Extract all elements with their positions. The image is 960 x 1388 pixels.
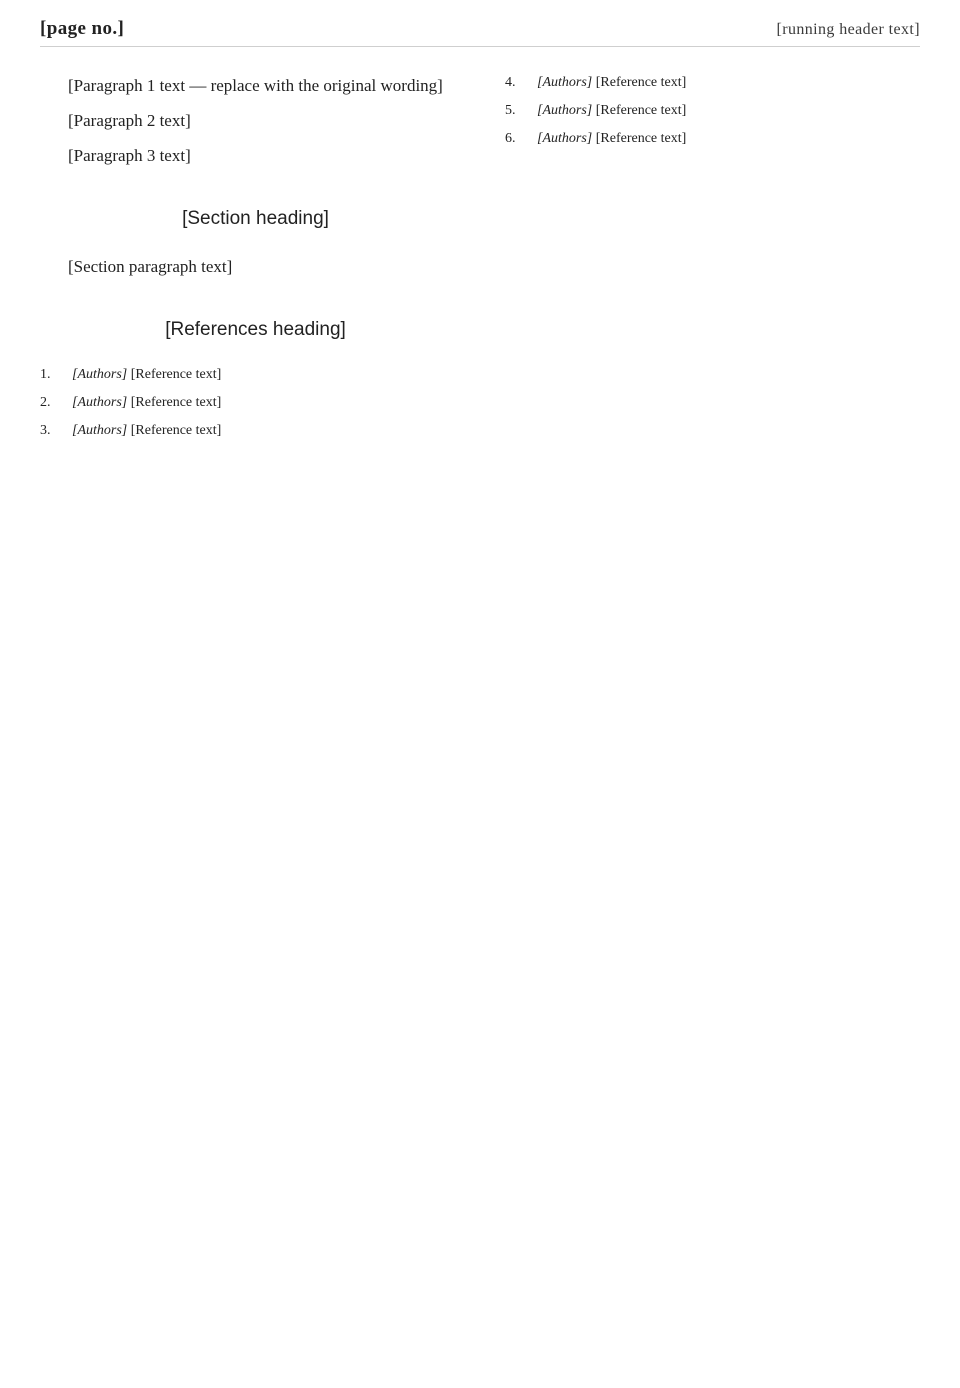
- two-column-body: [40, 73, 920, 449]
- paragraph: [Section paragraph text]: [68, 257, 233, 276]
- reference-item: [505, 101, 936, 121]
- body-paragraphs: [40, 73, 471, 168]
- left-column: [40, 73, 471, 449]
- references-list-left: [40, 365, 471, 441]
- reference-item: [40, 365, 471, 385]
- reference-text: [537, 129, 936, 149]
- page-number: [page no.]: [40, 18, 125, 39]
- reference-text: [72, 365, 471, 385]
- references-list-right: [505, 73, 936, 149]
- reference-authors: [Authors]: [72, 423, 128, 438]
- reference-text: [72, 393, 471, 413]
- reference-authors: [Authors]: [537, 75, 593, 90]
- section-heading: [Section heading]: [182, 208, 329, 229]
- paragraph: [Paragraph 3 text]: [68, 146, 191, 165]
- reference-item: [40, 393, 471, 413]
- section-paragraphs: [40, 254, 471, 279]
- reference-text: [537, 101, 936, 121]
- reference-details: [Reference text]: [130, 367, 222, 382]
- reference-details: [Reference text]: [130, 423, 222, 438]
- paragraph: [Paragraph 1 text — replace with the original wording]: [68, 76, 443, 95]
- reference-number: 1.: [40, 367, 51, 382]
- reference-details: [Reference text]: [595, 103, 687, 118]
- reference-number: 5.: [505, 103, 516, 118]
- reference-details: [Reference text]: [595, 75, 687, 90]
- reference-number: 6.: [505, 131, 516, 146]
- reference-number: 4.: [505, 75, 516, 90]
- reference-text: [537, 73, 936, 93]
- reference-authors: [Authors]: [72, 367, 128, 382]
- reference-text: [72, 421, 471, 441]
- references-heading: [References heading]: [165, 319, 346, 340]
- paragraph: [Paragraph 2 text]: [68, 111, 191, 130]
- reference-authors: [Authors]: [537, 103, 593, 118]
- running-header-authors: [running header text]: [776, 21, 920, 38]
- reference-number: 2.: [40, 395, 51, 410]
- reference-details: [Reference text]: [130, 395, 222, 410]
- reference-details: [Reference text]: [595, 131, 687, 146]
- right-column: [505, 73, 936, 449]
- reference-item: [40, 421, 471, 441]
- running-header: [40, 18, 920, 47]
- reference-item: [505, 73, 936, 93]
- reference-item: [505, 129, 936, 149]
- reference-number: 3.: [40, 423, 51, 438]
- reference-authors: [Authors]: [72, 395, 128, 410]
- reference-authors: [Authors]: [537, 131, 593, 146]
